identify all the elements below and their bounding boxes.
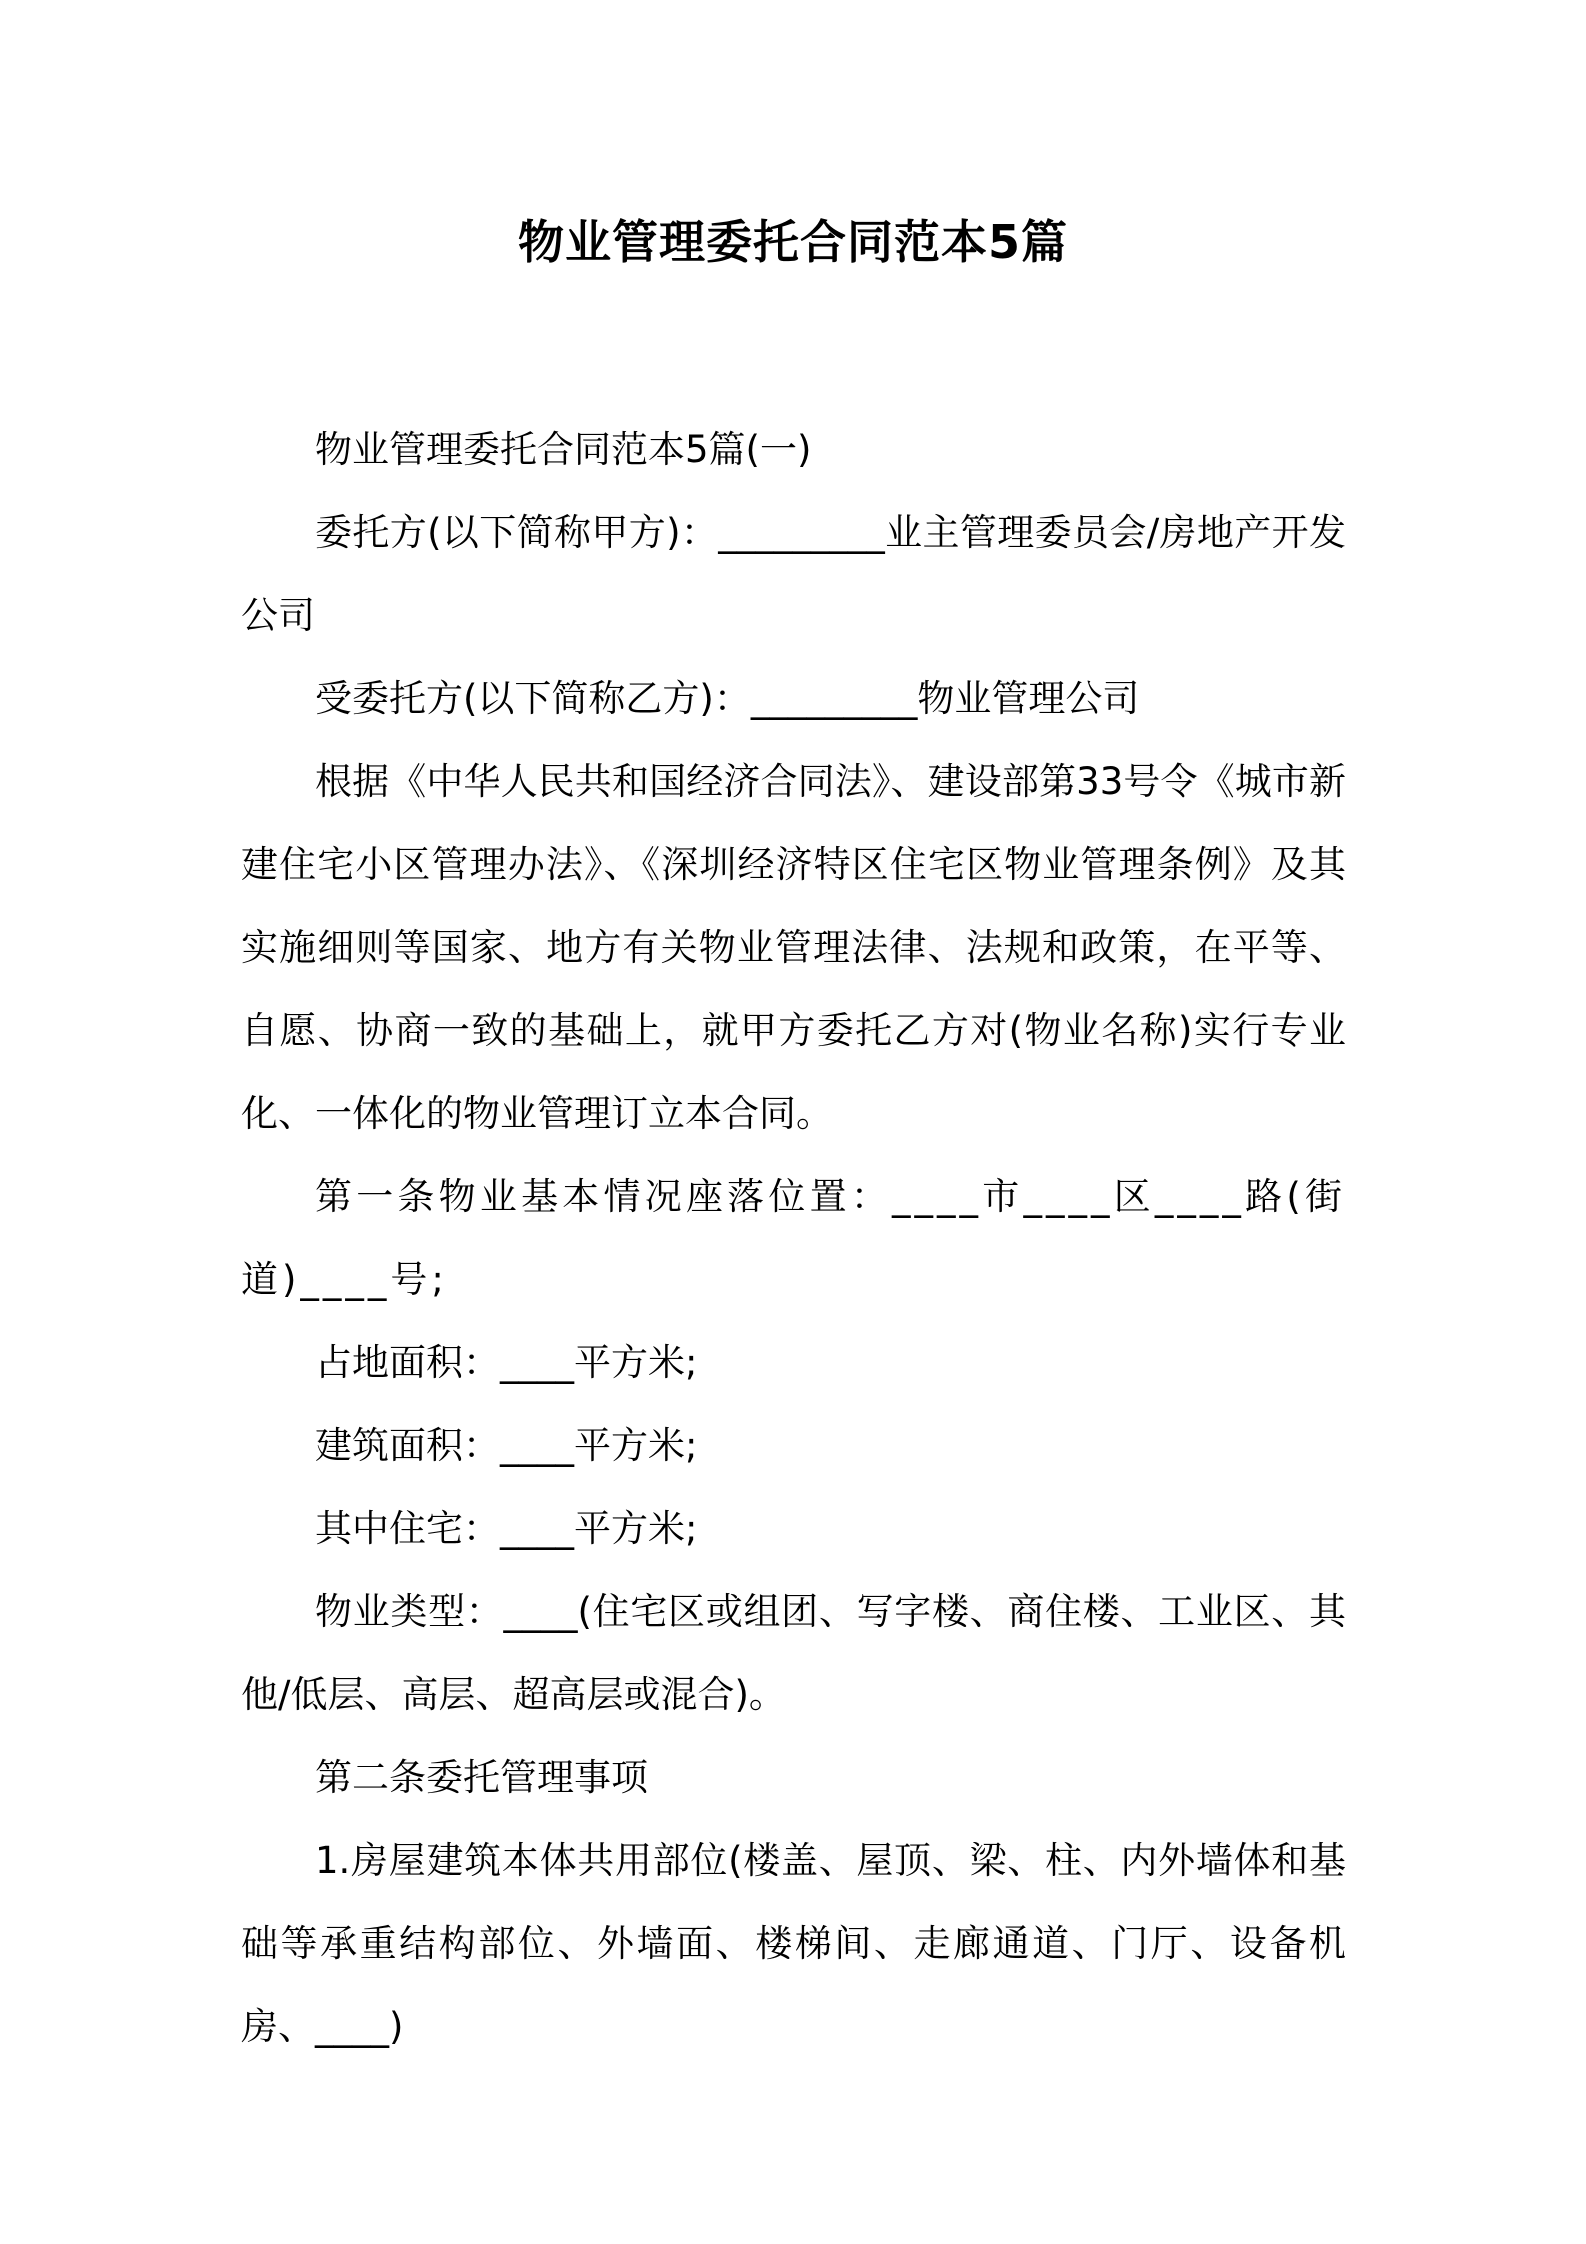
paragraph-property-type: 物业类型：____(住宅区或组团、写字楼、商住楼、工业区、其他/低层、高层、超高层或混合)。 (241, 1590, 1346, 1716)
paragraph-legal-basis: 根据《中华人民共和国经济合同法》、建设部第33号令《城市新建住宅小区管理办法》、《深圳经济特区住宅区物业管理条例》及其实施细则等国家、地方有关物业管理法律、法规和政策，在平等、自愿、协商一致的基础上，就甲方委托乙方对(物业名称)实行专业化、一体化的物业管理订立本合同。 (241, 760, 1346, 1135)
paragraph-residential-area: 其中住宅：____平方米; (315, 1507, 698, 1550)
paragraph-client-party: 委托方(以下简称甲方)：_________业主管理委员会/房地产开发公司 (241, 511, 1346, 637)
paragraph-section-heading: 物业管理委托合同范本5篇(一) (315, 428, 812, 471)
paragraph-contractor-party: 受委托方(以下简称乙方)：_________物业管理公司 (315, 677, 1140, 720)
document-body (241, 408, 1346, 2068)
paragraph-building-area: 建筑面积：____平方米; (315, 1424, 698, 1467)
paragraph-article-two-heading: 第二条委托管理事项 (315, 1756, 648, 1799)
paragraph-land-area: 占地面积：____平方米; (315, 1341, 698, 1384)
document-title: 物业管理委托合同范本5篇 (517, 215, 1068, 269)
paragraph-item-one: 1.房屋建筑本体共用部位(楼盖、屋顶、梁、柱、内外墙体和基础等承重结构部位、外墙面、楼梯间、走廊通道、门厅、设备机房、____) (241, 1839, 1346, 2048)
paragraph-article-one-location: 第一条物业基本情况座落位置：____市____区____路(街道)____号; (241, 1175, 1346, 1301)
